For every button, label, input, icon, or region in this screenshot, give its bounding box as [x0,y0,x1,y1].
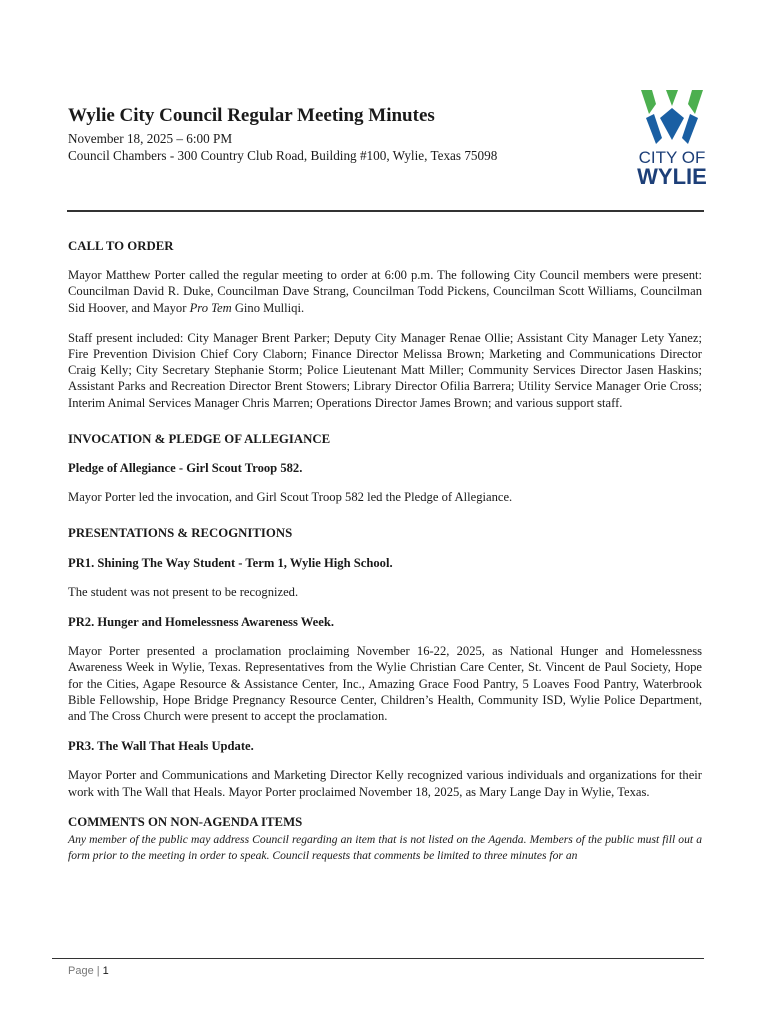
pr2-title: PR2. Hunger and Homelessness Awareness Week. [68,615,334,630]
logo-w-icon [641,90,703,144]
presentations-heading: PRESENTATIONS & RECOGNITIONS [68,526,293,541]
call-to-order-paragraph: Mayor Matthew Porter called the regular meeting to order at 6:00 p.m. The following City Council members were present: Councilman David R. Duke, Councilman Dave Strang, Councilman Todd Pickens, Councilman Scott Williams, Councilman Sid Hoover, and Mayor Pro Tem Gino Mulliqi. [68,268,702,315]
staff-present-paragraph: Staff present included: City Manager Brent Parker; Deputy City Manager Renae Ollie; Assistant City Manager Lety Yanez; Fire Prevention Division Chief Cory Claborn; Finance Director Melissa Brown; Marketing and Communications Director Craig Kelly; City Secretary Stephanie Storm; Police Lieutenant Matt Miller; Community Services Director Jasen Haskins; Assistant Parks and Recreation Director Brent Stowers; Library Director Ofilia Barrera; Utility Service Manager Orie Cross; Interim Animal Services Manager Chris Marren; Operations Director James Brown; and various support staff. [68,330,702,410]
pr3-title: PR3. The Wall That Heals Update. [68,739,254,754]
footer-divider [52,958,704,959]
comments-heading: COMMENTS ON NON-AGENDA ITEMS [68,814,303,829]
pr3-text: Mayor Porter and Communications and Marketing Director Kelly recognized various individuals and organizations for their work with The Wall that Heals. Mayor Porter proclaimed November 18, 2025, as Mary Lange Day in Wylie, Texas. [68,768,702,799]
logo-line1: CITY OF [638,148,706,167]
page-number: 1 [102,965,109,977]
pr1-title: PR1. Shining The Way Student - Term 1, Wylie High School. [68,555,393,570]
city-of-wylie-logo [632,88,712,188]
meeting-location: Council Chambers - 300 Country Club Road, Building #100, Wylie, Texas 75098 [68,148,498,163]
invocation-paragraph: Mayor Porter led the invocation, and Girl Scout Troop 582 led the Pledge of Allegiance. [68,490,513,505]
pr2-text: Mayor Porter presented a proclamation proclaiming November 16-22, 2025, as National Hunger and Homelessness Awareness Week in Wylie, Texas. Representatives from the Wylie Christian Care Center, St. Vincent de Paul Society, Hope for the Cities, Agape Resource & Assistance Center, Inc., Amazing Grace Food Pantry, 5 Loaves Food Pantry, Waterbrook Bible Fellowship, Hope Bridge Pregnancy Resource Center, Children’s Health, Community ISD, Wylie Police Department, and The Cross Church were present to accept the proclamation. [68,644,702,724]
invocation-heading: INVOCATION & PLEDGE OF ALLEGIANCE [68,431,331,446]
pledge-subheading: Pledge of Allegiance - Girl Scout Troop 582. [68,461,303,476]
minutes-body [68,238,702,864]
page-footer [68,965,109,977]
header-divider [67,210,704,212]
pro-tem-italic: Pro Tem [189,300,232,315]
comments-note: Any member of the public may address Council regarding an item that is not listed on the Agenda. Members of the public must fill out a form prior to the meeting in order to speak. Council requests that comments be limited to three minutes for an [68,833,702,863]
call-to-order-heading: CALL TO ORDER [68,239,174,253]
document-title: Wylie City Council Regular Meeting Minutes [68,105,435,126]
pr1-text: The student was not present to be recognized. [68,584,299,599]
meeting-date: November 18, 2025 – 6:00 PM [68,131,233,146]
logo-line2: WYLIE [637,164,707,188]
page-label: Page | [68,965,100,977]
